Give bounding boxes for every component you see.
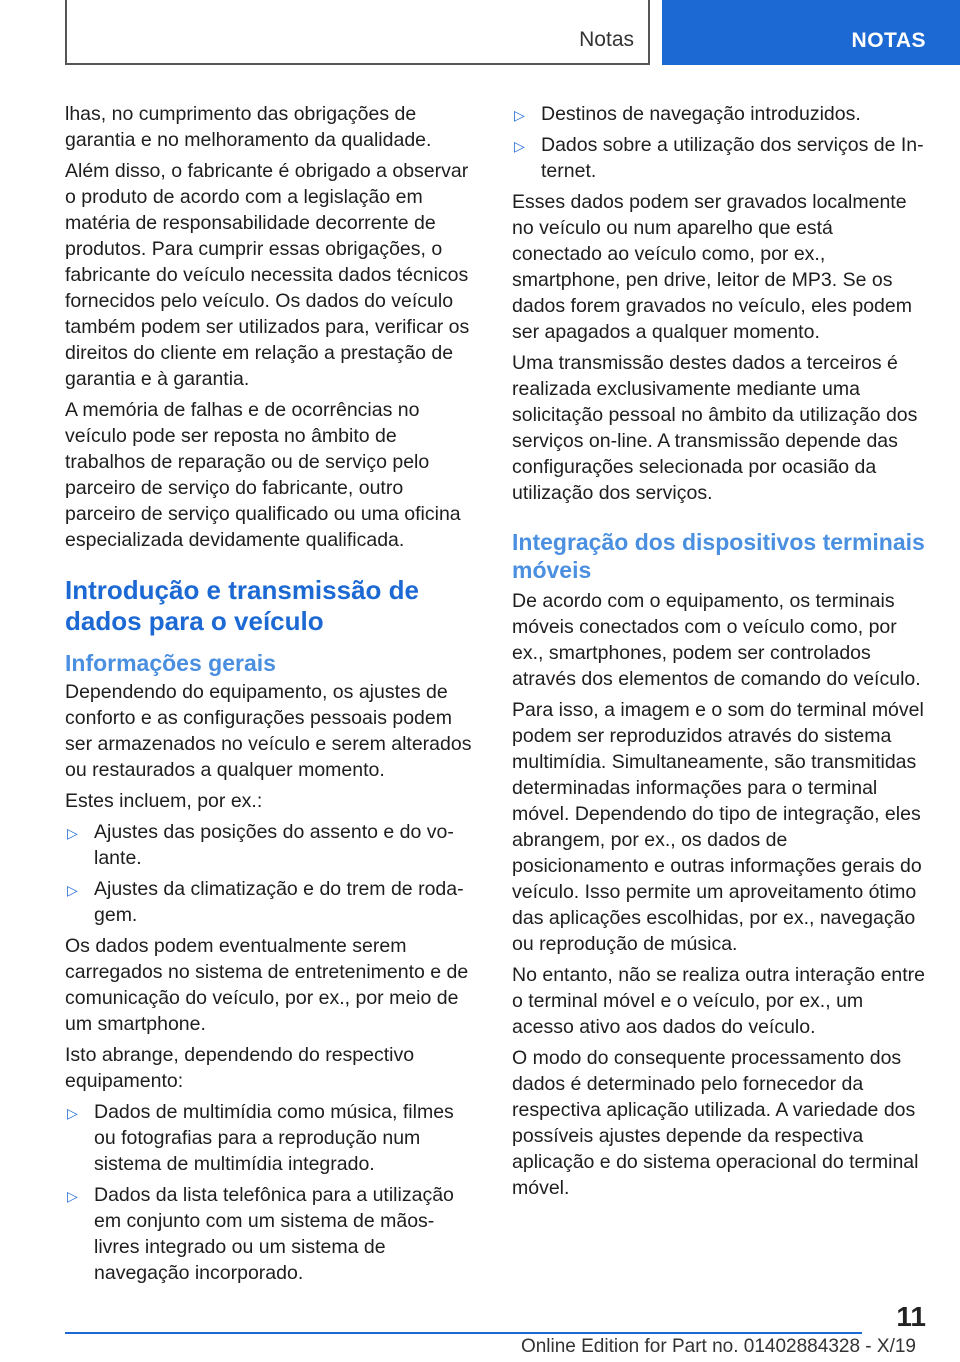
paragraph: Estes incluem, por ex.: (65, 790, 263, 812)
paragraph: Para isso, a imagem e o som do terminal móvel podem ser reproduzidos através do sistema multimídia. Simultaneamente, são transmitidas determinadas informações para o terminal móvel. Dependendo do tipo de integração, eles abrangem, por ex., os dados de posicionamento e outras informações gerais do veículo. Isso permite um aproveitamento ótimo das aplicações escolhidas, por ex., navegação ou reprodução de música. (512, 699, 924, 955)
header-box (65, 0, 650, 65)
paragraph: O modo do consequente processamento dos dados é determinado pelo fornecedor da respectiva aplicação utilizada. A variedade dos possíveis ajustes depende da respectiva aplicação e do sistema operacional do terminal móvel. (512, 1047, 919, 1199)
paragraph: Além disso, o fabricante é obrigado a observar o produto de acordo com a legislação em matéria de responsabilidade decorrente de produtos. Para cumprir essas obrigações, o fabricante do veículo necessita dados técnicos fornecidos pelo veículo. Os dados do veículo também podem ser utilizados para, verificar os direitos do cliente em relação a prestação de garantia e à garantia. (65, 160, 470, 390)
bullet-list (512, 101, 928, 184)
paragraph: Dependendo do equipamento, os ajustes de conforto e as configurações pessoais podem ser armazenados no veículo e serem alterados ou restaurados a qualquer momento. (65, 681, 472, 781)
paragraph: Os dados podem eventualmente serem carregados no sistema de entretenimento e de comunicação do veículo, por ex., por meio de um smartphone. (65, 935, 469, 1035)
bullet-list (65, 1099, 478, 1286)
triangle-right-icon: ▷ (67, 882, 78, 898)
paragraph: De acordo com o equipamento, os terminais móveis conectados com o veículo como, por ex., smartphones, podem ser controlados através dos elementos de comando do veículo. (512, 590, 921, 690)
list-item-text: Dados de multimídia como música, filmes ou fotografias para a reprodução num sistema de multimídia integrado. (94, 1101, 454, 1175)
paragraph: No entanto, não se realiza outra interação entre o terminal móvel e o veículo, por ex., um acesso ativo aos dados do veículo. (512, 964, 926, 1038)
list-item (65, 1099, 478, 1177)
paragraph: lhas, no cumprimento das obrigações de garantia e no melhoramento da qualidade. (65, 103, 432, 151)
list-item (65, 819, 478, 871)
page-number: 11 (896, 1301, 926, 1332)
section-heading: Introdução e transmissão de dados para o veículo (65, 575, 419, 636)
list-item-text: Ajustes das posições do assento e do volante. (94, 821, 454, 869)
subsection-heading: Informações gerais (65, 650, 276, 676)
paragraph: Uma transmissão destes dados a terceiros é realizada exclusivamente mediante uma solicitação pessoal no âmbito da utilização dos serviços on-line. A transmissão depende das configurações selecionada por ocasião da utilização dos serviços. (512, 352, 918, 504)
list-item-text: Dados da lista telefônica para a utilização em conjunto com um sistema de mãos-livres integrado ou um sistema de navegação incorporado. (94, 1184, 454, 1284)
bullet-list (65, 819, 478, 928)
list-item (512, 132, 928, 184)
edition-footer: Online Edition for Part no. 01402884328 - X/19 (520, 1336, 916, 1357)
paragraph: Esses dados podem ser gravados localmente no veículo ou num aparelho que está conectado ao veículo como, por ex., smartphone, pen drive, leitor de MP3. Se os dados forem gravados no veículo, eles podem ser apagados a qualquer momento. (512, 191, 912, 343)
list-item (512, 101, 928, 127)
triangle-right-icon: ▷ (67, 825, 78, 841)
section-heading: Integração dos dispositivos terminais móveis (512, 529, 925, 583)
triangle-right-icon: ▷ (67, 1188, 78, 1204)
triangle-right-icon: ▷ (514, 138, 525, 154)
list-item-text: Destinos de navegação introduzidos. (541, 103, 861, 125)
section-tab[interactable]: NOTAS (662, 0, 960, 65)
list-item-text: Dados sobre a utilização dos serviços de Internet. (541, 134, 924, 182)
list-item (65, 876, 478, 928)
right-column (512, 101, 928, 1206)
footer-divider (65, 1332, 862, 1334)
paragraph: Isto abrange, dependendo do respectivo equipamento: (65, 1044, 415, 1092)
list-item (65, 1182, 478, 1286)
triangle-right-icon: ▷ (67, 1105, 78, 1121)
section-label: Notas (579, 28, 634, 51)
paragraph: A memória de falhas e de ocorrências no veículo pode ser reposta no âmbito de trabalhos de reparação ou de serviço pelo parceiro de serviço do fabricante, outro parceiro de serviço qualificado ou uma oficina especializada devidamente qualificada. (65, 399, 461, 551)
triangle-right-icon: ▷ (514, 107, 525, 123)
left-column (65, 101, 478, 1291)
list-item-text: Ajustes da climatização e do trem de rodagem. (94, 878, 464, 926)
